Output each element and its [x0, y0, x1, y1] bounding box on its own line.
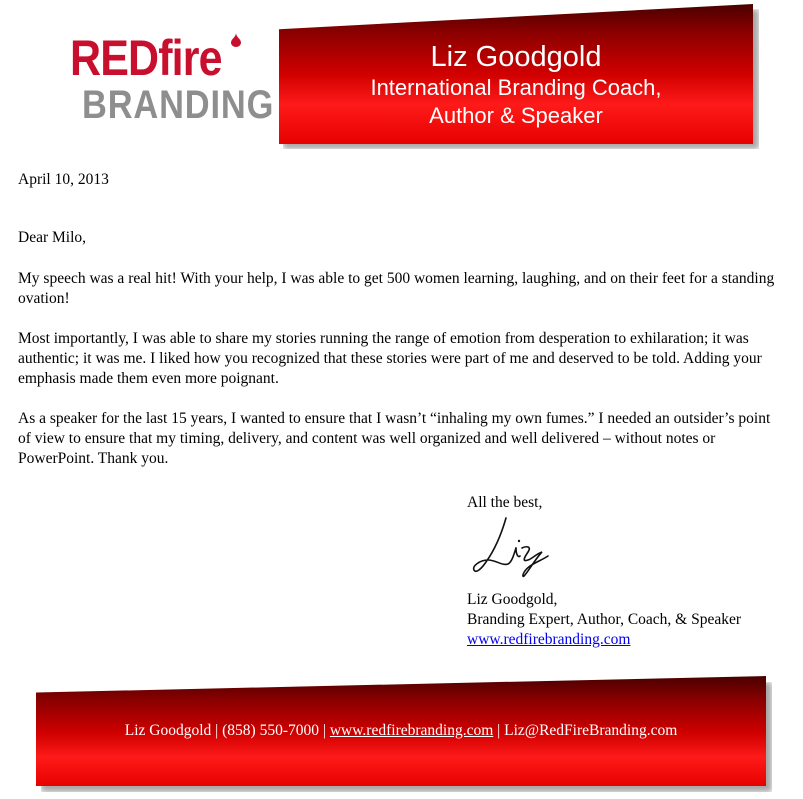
header-text	[279, 40, 753, 130]
letter-salutation: Dear Milo,	[18, 229, 87, 246]
signer-title: Branding Expert, Author, Coach, & Speaker	[467, 611, 742, 628]
footer-name: Liz Goodgold	[124, 722, 212, 739]
logo-fire-word: fire	[158, 30, 222, 86]
letter-paragraph: Most importantly, I was able to share my stories running the range of emotion from desperation to exhilaration; it was authentic; it was me. I liked how you recognized that these stories were part of me and deserved to be told. Adding your emphasis made them even more poignant.	[18, 330, 762, 387]
flame-drop-icon	[230, 33, 242, 47]
footer-email[interactable]: Liz@RedFireBranding.com	[504, 722, 678, 739]
logo-red-word: RED	[70, 30, 159, 86]
letter-signoff: All the best,	[467, 494, 543, 511]
signature-website-link[interactable]: www.redfirebranding.com	[467, 631, 631, 648]
footer-website-link[interactable]: www.redfirebranding.com	[329, 722, 494, 739]
footer-separator: |	[493, 722, 505, 739]
footer-separator: |	[211, 722, 223, 739]
logo-redfire-text	[70, 30, 222, 86]
handwritten-signature	[472, 514, 552, 578]
signature-block	[467, 590, 741, 650]
footer-phone: (858) 550-7000	[222, 722, 319, 739]
header-title-line2: Author & Speaker	[429, 103, 603, 128]
footer-contact-line	[36, 721, 766, 741]
logo-branding-text: BRANDING	[82, 83, 275, 127]
letter-paragraph: My speech was a real hit! With your help, I was able to get 500 women learning, laughing, and on their feet for a standing ovation!	[18, 270, 775, 307]
letter-body	[18, 170, 778, 489]
letter-date: April 10, 2013	[18, 171, 109, 188]
signer-name: Liz Goodgold,	[467, 591, 558, 608]
letter-paragraph: As a speaker for the last 15 years, I wanted to ensure that I wasn’t “inhaling my own fumes.” I needed an outsider’s point of view to ensure that my timing, delivery, and content was well organized and well delivered – without notes or PowerPoint. Thank you.	[18, 410, 771, 467]
redfire-branding-logo	[70, 30, 275, 133]
footer-separator: |	[319, 722, 330, 739]
header-title-line1: International Branding Coach,	[370, 75, 662, 100]
header-name: Liz Goodgold	[430, 41, 602, 73]
